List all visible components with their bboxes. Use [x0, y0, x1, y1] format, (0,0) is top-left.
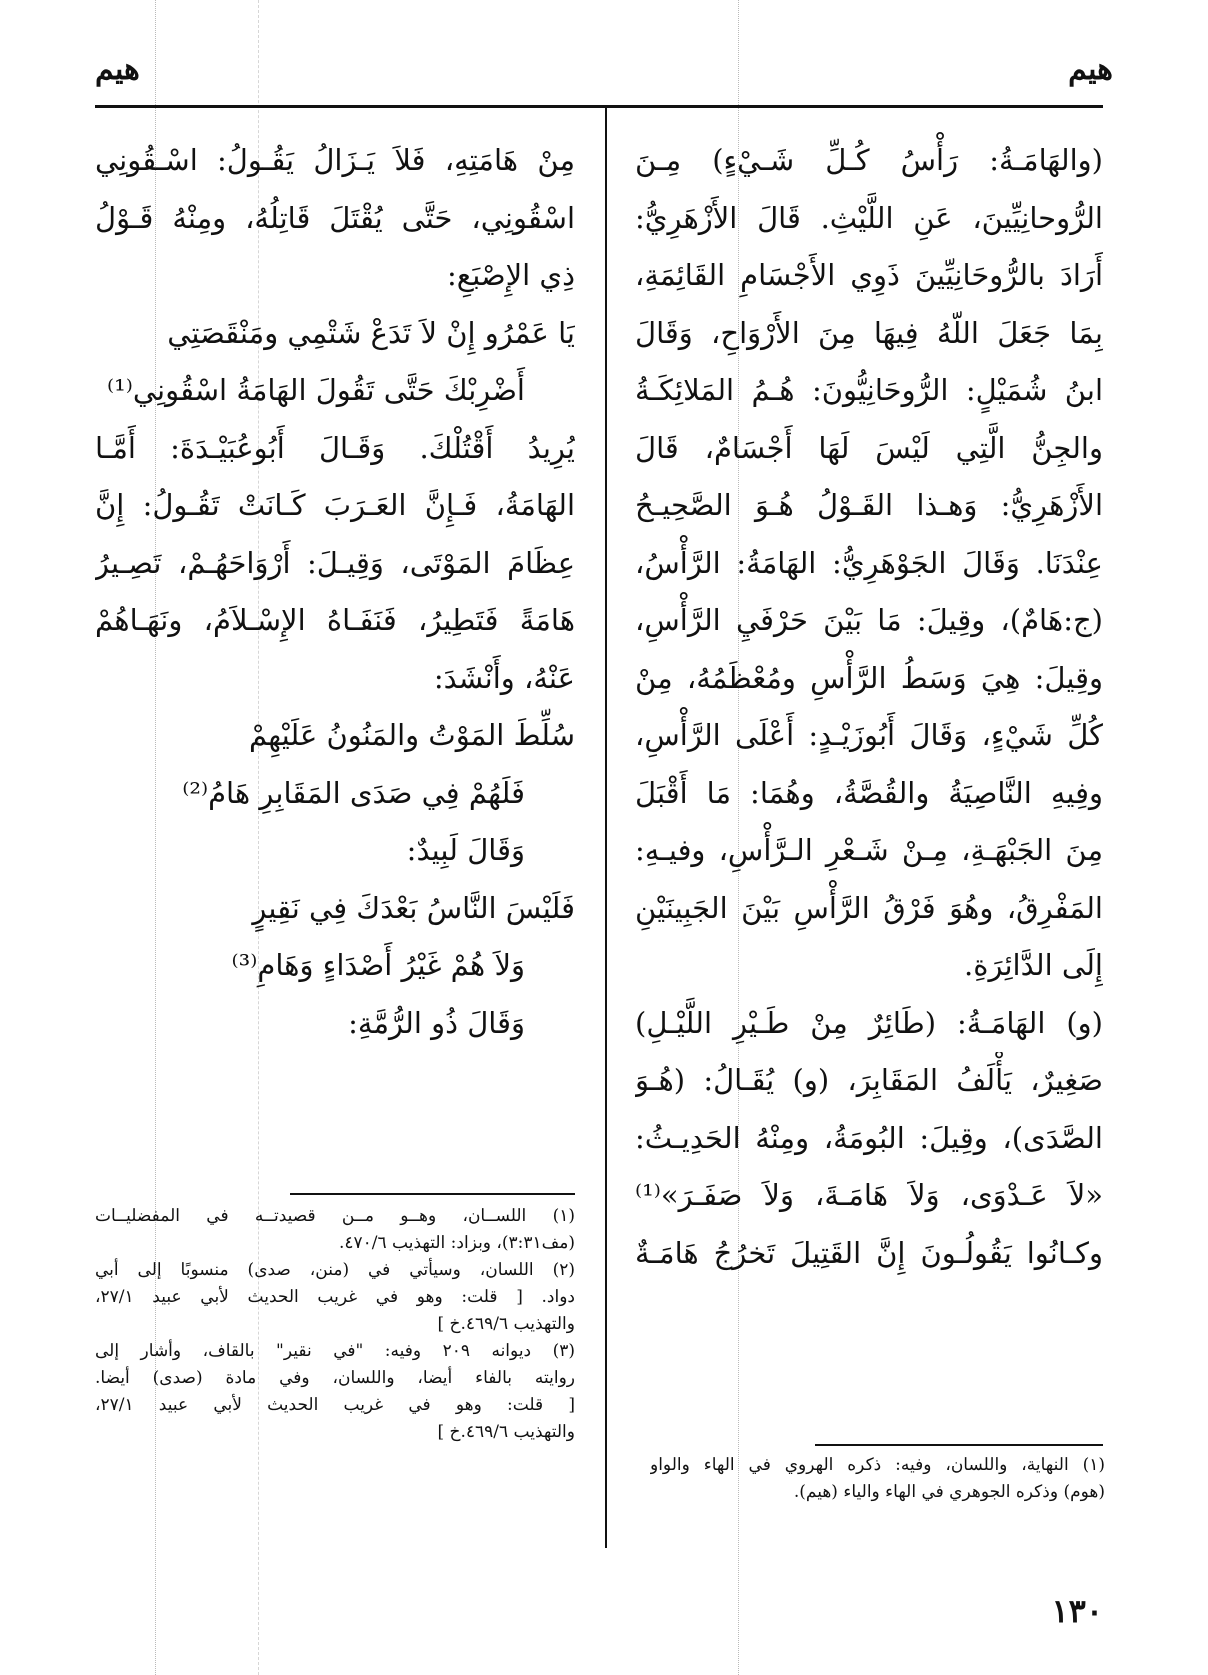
footnotes-right	[650, 1452, 1105, 1506]
text-line: (والهَامَـةُ: رَأْسُ كُـلِّ شَـيْءٍ) مِـنَ	[635, 143, 1103, 177]
text-line: الهَامَةُ، فَـإِنَّ العَـرَبَ كَـانَتْ تَقُـولُ: إِنَّ	[95, 488, 575, 522]
text-line: المَفْرِقُ، وهُوَ فَرْقُ الرَّأْسِ بَيْنَ الجَبِينَيْنِ	[635, 890, 1103, 925]
header-rule	[95, 105, 1103, 108]
text-line: إِلَى الدَّائِرَةِ.	[964, 948, 1103, 982]
text-line: (ج:هَامٌ)، وقِيلَ: مَا بَيْنَ حَرْفَيِ الرَّأْسِ،	[635, 603, 1103, 637]
footnote-line: روايته بالفاء أيضا، واللسان، وفي مادة (صدى) أيضا.	[95, 1368, 575, 1388]
text-line: الصَّدَى)، وقِيلَ: البُومَةُ، ومِنْهُ الحَدِيـثُ:	[635, 1120, 1103, 1155]
footnote-line: والتهذيب ٤٦٩/٦.خ ]	[437, 1314, 575, 1334]
text-line: بِمَا جَعَلَ اللّهُ فِيهَا مِنَ الأَرْوَاحِ، وَقَالَ	[635, 315, 1103, 350]
text-line: أَرَادَ بالرُّوحَانِيِّينَ ذَوِي الأَجْسَامِ القَائِمَةِ،	[635, 258, 1103, 292]
text-line: عِنْدَنَا. وَقَالَ الجَوْهَرِيُّ: الهَامَةُ: الرَّأْسُ،	[635, 545, 1103, 580]
text-line: وفِيهِ النَّاصِيَةُ والقُصَّةُ، وهُمَا: مَا أَقْبَلَ	[635, 775, 1103, 810]
verse-line: فَلَهُمْ فِي صَدَى المَقَابِرِ هَامُ⁽²⁾	[182, 775, 525, 810]
text-line: الرُّوحانِيِّينَ، عَنِ اللَّيْثِ. قَالَ الأَزْهَرِيُّ:	[635, 200, 1103, 235]
footnote-line: (١) النهاية، واللسان، وفيه: ذكره الهروي في الهاء والواو	[650, 1455, 1105, 1475]
text-line: اسْقُونِي، حَتَّى يُقْتَلَ قَاتِلُهُ، ومِنْهُ قَـوْلُ	[95, 200, 575, 235]
verse-line: سُلِّطَ المَوْتُ والمَنُونُ عَلَيْهِمْ	[248, 718, 575, 752]
text-line: وكـانُوا يَقُولُـونَ إِنَّ القَتِيلَ تَخرُجُ هَامَـةٌ	[635, 1235, 1103, 1270]
text-line: صَغِيرٌ، يَأْلَفُ المَقَابِرَ، (و) يُقَـالُ: (هُـوَ	[635, 1063, 1103, 1097]
footnote-line: (٣) ديوانه ٢٠٩ وفيه: "في نقير" بالقاف، وأشار إلى	[95, 1341, 575, 1361]
footnote-line: (١) اللســان، وهــو مــن قصيدتــه في المفضليــات	[95, 1206, 575, 1226]
verse-line: وَلاَ هُمْ غَيْرُ أَصْدَاءٍ وَهَامِ⁽³⁾	[231, 948, 525, 982]
running-header-left: هيم	[95, 52, 140, 87]
verse-line: فَلَيْسَ النَّاسُ بَعْدَكَ فِي نَقِيرٍ	[252, 890, 575, 925]
text-line: وقِيلَ: هِيَ وَسَطُ الرَّأْسِ ومُعْظَمُهُ، مِنْ	[635, 660, 1103, 695]
footnote-line: والتهذيب ٤٦٩/٦.خ ]	[437, 1422, 575, 1442]
footnote-line: [ قلت: وهو في غريب الحديث لأبي عبيد ٢٧/١،	[95, 1395, 575, 1415]
footnote-line: دواد. [ قلت: وهو في غريب الحديث لأبي عبيد ٢٧/١،	[95, 1287, 575, 1307]
right-column	[635, 132, 1103, 1282]
text-line: والجِنُّ الَّتِي لَيْسَ لَهَا أَجْسَامٌ، قَالَ	[635, 430, 1103, 465]
left-column	[95, 132, 575, 1052]
text-line: «لاَ عَـدْوَى، وَلاَ هَامَـةَ، وَلاَ صَفَـرَ»⁽¹⁾	[635, 1178, 1103, 1212]
text-line: مِنْ هَامَتِهِ، فَلاَ يَـزَالُ يَقُـولُ: اسْـقُونِي	[95, 143, 575, 177]
footnotes-left	[95, 1203, 575, 1446]
text-line: عَنْهُ، وأَنْشَدَ:	[433, 660, 575, 695]
text-line: مِنَ الجَبْهَـةِ، مِـنْ شَـعْرِ الـرَّأْسِ، وفيـهِ:	[635, 833, 1103, 867]
text-line: ذِي الإِصْبَعِ:	[446, 258, 575, 292]
column-divider	[605, 108, 607, 1548]
footnote-rule	[815, 1444, 1103, 1446]
footnote-line: (هوم) وذكره الجوهري في الهاء والياء (هيم).	[793, 1482, 1105, 1502]
text-line: وَقَالَ ذُو الرُّمَّةِ:	[348, 1005, 525, 1040]
text-line: هَامَةً فَتَطِيرُ، فَنَفَـاهُ الإِسْـلاَمُ، ونَهَـاهُمْ	[95, 603, 575, 637]
text-line: يُرِيدُ أَقْتُلْكَ. وَقَـالَ أَبُوعُبَيْـدَةَ: أَمَّـا	[95, 430, 575, 465]
text-line: ابنُ شُمَيْلٍ: الرُّوحَانِيُّونَ: هُـمُ المَلائِكَـةُ	[635, 373, 1103, 407]
text-line: كُلِّ شَيْءٍ، وَقَالَ أَبُوزَيْـدٍ: أَعْلَى الرَّأْسِ،	[635, 718, 1103, 752]
verse-line: أَضْرِبْكَ حَتَّى تَقُولَ الهَامَةُ اسْقُونِي⁽¹⁾	[106, 373, 525, 407]
footnote-line: (مف٣:٣١)، وبزاد: التهذيب ٤٧٠/٦.	[338, 1233, 575, 1253]
text-line: (و) الهَامَـةُ: (طَائِرٌ مِنْ طَـيْرِ اللَّيْـلِ)	[635, 1005, 1103, 1040]
verse-line: يَا عَمْرُو إِنْ لاَ تَدَعْ شَتْمِي ومَنْقَصَتِي	[167, 315, 575, 350]
running-header-right: هيم	[1068, 52, 1113, 87]
page-number: ١٣٠	[1051, 1592, 1103, 1630]
text-line: وَقَالَ لَبِيدٌ:	[406, 833, 525, 867]
footnote-line: (٢) اللسان، وسيأتي في (منن، صدى) منسوبًا إلى أبي	[95, 1260, 575, 1280]
footnote-rule	[290, 1193, 575, 1195]
text-line: عِظَامَ المَوْتَى، وَقِيـلَ: أَرْوَاحَهُـمْ، تَصِـيرُ	[95, 545, 575, 580]
text-line: الأَزْهَرِيُّ: وَهـذا القَـوْلُ هُـوَ الصَّحِيـحُ	[635, 488, 1103, 522]
